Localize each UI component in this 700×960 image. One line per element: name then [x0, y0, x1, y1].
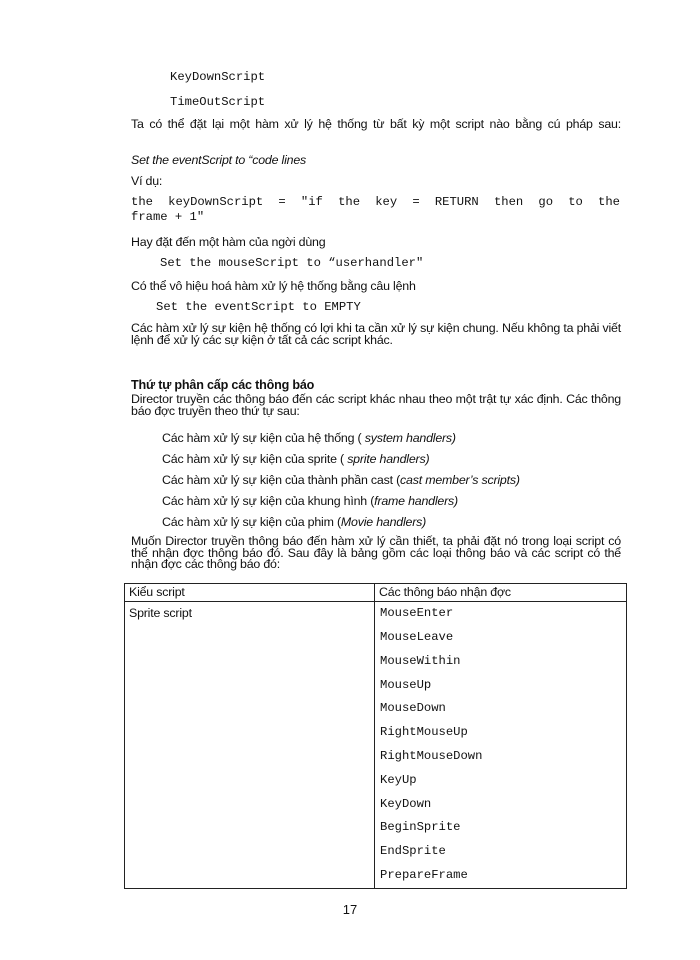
- handler-list-item: Các hàm xử lý sự kiện của khung hình (frame handlers): [162, 494, 458, 508]
- message-item: KeyUp: [380, 772, 417, 787]
- code-line-keydownscript: KeyDownScript: [170, 70, 266, 84]
- example-label: Ví dụ:: [131, 174, 163, 188]
- message-list: [375, 602, 626, 888]
- disable-text: Có thể vô hiệu hoá hàm xử lý hệ thống bằng câu lệnh: [131, 279, 416, 293]
- message-item: MouseWithin: [380, 653, 461, 668]
- paragraph-table-intro: Muốn Director truyền thông báo đến hàm xử lý cần thiết, ta phải đặt nó trong loại script có thể nhận đợc thông báo đó. Sau đây là bảng gồm các loại thông báo và các script có thể nhận đợc các thông báo đó:: [131, 534, 621, 571]
- example-code-line-1: the keyDownScript = "if the key = RETURN then go to the: [131, 195, 620, 209]
- handler-list-item: Các hàm xử lý sự kiện của hệ thống ( system handlers): [162, 431, 456, 445]
- page-number: 17: [342, 902, 358, 917]
- paragraph-system-handlers: Các hàm xử lý sự kiện hệ thống có lợi khi ta cần xử lý sự kiện chung. Nếu không ta phải viết lệnh để xử lý các sự kiện ở tất cả các script khác.: [131, 321, 621, 347]
- table-row: [125, 602, 627, 889]
- handler-list-item: Các hàm xử lý sự kiện của thành phần cast (cast member’s scripts): [162, 473, 520, 487]
- table-header-script-type: Kiểu script: [125, 584, 375, 602]
- paragraph-reset-handler: Ta có thể đặt lại một hàm xử lý hệ thống từ bất kỳ một script nào bằng cú pháp sau:: [131, 117, 621, 131]
- message-item: MouseDown: [380, 701, 446, 716]
- example-code-line-2: frame + 1": [131, 210, 205, 224]
- handler-list-item: Các hàm xử lý sự kiện của sprite ( sprite handlers): [162, 452, 430, 466]
- message-item: EndSprite: [380, 844, 446, 859]
- disable-code: Set the eventScript to EMPTY: [156, 300, 361, 314]
- table-header-row: [125, 584, 627, 602]
- messages-table: [124, 583, 627, 889]
- code-line-timeoutscript: TimeOutScript: [170, 95, 266, 109]
- handler-list-item: Các hàm xử lý sự kiện của phim (Movie handlers): [162, 515, 427, 529]
- message-item: RightMouseDown: [380, 748, 483, 763]
- message-item: MouseEnter: [380, 606, 454, 620]
- table-cell-script-type: Sprite script: [125, 602, 375, 889]
- user-handler-code: Set the mouseScript to “userhandler": [160, 256, 424, 270]
- message-item: MouseLeave: [380, 630, 454, 644]
- table-cell-messages: [375, 602, 627, 889]
- message-item: KeyDown: [380, 796, 432, 811]
- message-item: PrepareFrame: [380, 867, 468, 882]
- table-header-messages: Các thông báo nhận đợc: [375, 584, 627, 602]
- message-item: MouseUp: [380, 677, 432, 692]
- paragraph-director-order: Director truyền các thông báo đến các script khác nhau theo một trật tự xác định. Các thông báo đợc truyền theo thứ tự sau:: [131, 392, 621, 418]
- section-heading: Thứ tự phân cấp các thông báo: [131, 378, 315, 392]
- syntax-line: Set the eventScript to “code lines: [131, 153, 307, 167]
- user-handler-text: Hay đặt đến một hàm của ngời dùng: [131, 235, 326, 249]
- message-item: RightMouseUp: [380, 725, 468, 740]
- message-item: BeginSprite: [380, 820, 461, 835]
